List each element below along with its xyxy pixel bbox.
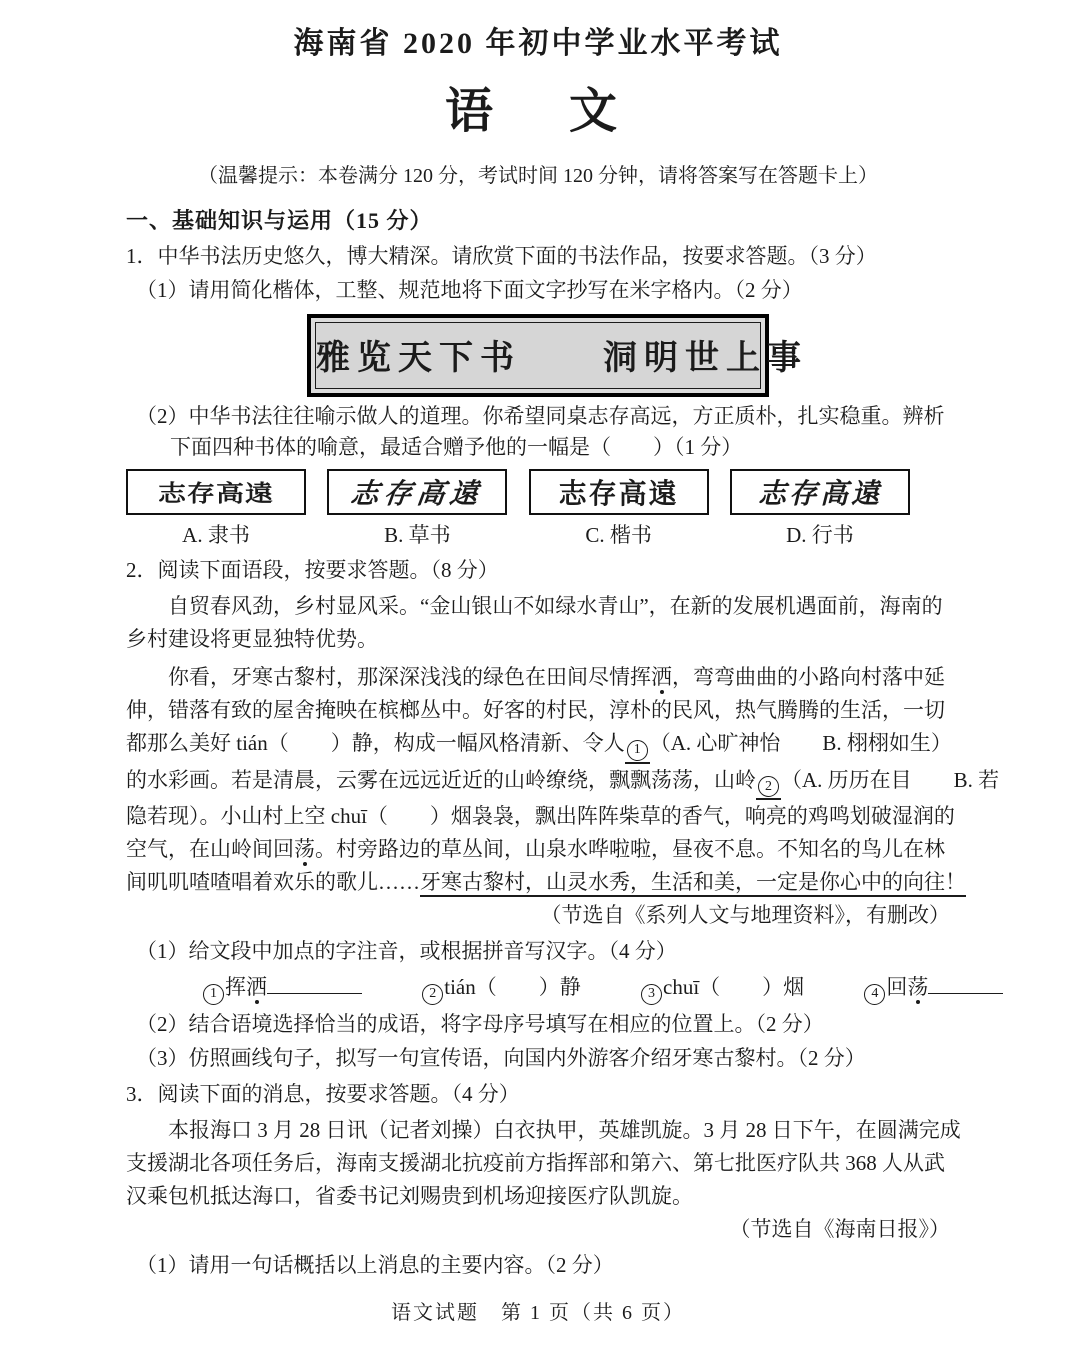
circled-number-2-icon: 2	[422, 984, 443, 1005]
pinyin-items-row	[126, 969, 950, 1005]
circled-number-2-icon: 2	[758, 776, 779, 797]
calligraphy-sample-lishu	[126, 469, 306, 515]
calligraphy-art: 志存高遠	[558, 479, 679, 510]
item-text: chuī（ ）烟	[663, 975, 805, 999]
script-options-row	[126, 469, 950, 549]
question-2-sub-1: （1）给文段中加点的字注音，或根据拼音写汉字。（4 分）	[136, 939, 677, 963]
passage-text: 都那么美好 tián（ ）静，构成一幅风格清新、令人	[126, 731, 625, 755]
passage-text: （A. 历历在目 B. 若	[781, 767, 1000, 792]
news-paragraph-line-2: 支援湖北各项任务后，海南支援湖北抗疫前方指挥部和第六、第七批医疗队共 368 人从武	[126, 1151, 945, 1175]
passage-paragraph-2-line-5: 隐若现）。小山村上空 chuī（ ）烟袅袅，飘出阵阵柴草的香气，响亮的鸡鸣划破湿润的	[126, 804, 955, 828]
page-footer: 语文试题 第 1 页（共 6 页）	[391, 1302, 685, 1324]
passage-text: 间叽叽喳喳唱着欢乐的歌儿……	[126, 870, 420, 894]
circled-number-3-icon: 3	[641, 984, 662, 1005]
passage-paragraph-2-line-4	[126, 764, 1000, 801]
script-option-c-label: C. 楷书	[585, 523, 652, 547]
script-option-a-label: A. 隶书	[182, 523, 250, 547]
passage-paragraph-2-line-7	[126, 866, 966, 899]
news-paragraph-line-3: 汉乘包机抵达海口，省委书记刘赐贵到机场迎接医疗队凯旋。	[126, 1184, 693, 1208]
script-option-b-label: B. 草书	[384, 523, 451, 547]
section-1-heading: 一、基础知识与运用（15 分）	[126, 208, 433, 233]
answer-blank	[928, 971, 1003, 994]
dotted-char: 洒	[246, 975, 267, 999]
pinyin-item-1	[202, 975, 362, 999]
question-3-stem: 3．阅读下面的消息，按要求答题。（4 分）	[126, 1082, 520, 1106]
calligraphy-art: 志存高遠	[757, 479, 882, 510]
item-text: 挥	[225, 975, 246, 999]
passage-paragraph-1-line-2: 乡村建设将更显独特优势。	[126, 627, 378, 651]
calligraphy-sample-kaishu	[529, 469, 709, 515]
passage-text: ，弯弯曲曲的小路向村落中延	[672, 665, 945, 689]
subject-title: 语 文	[444, 85, 631, 138]
calligraphy-art: 志存高遠	[349, 479, 485, 510]
script-option-c	[529, 469, 709, 549]
passage-paragraph-2-line-2: 伸，错落有致的屋舍掩映在槟榔丛中。好客的村民，淳朴的民风，热气腾腾的生活，一切	[126, 698, 945, 722]
script-option-a	[126, 469, 306, 549]
answer-blank	[267, 971, 362, 994]
item-text: 回	[886, 975, 908, 999]
passage-text: （A. 心旷神怡 B. 栩栩如生）	[649, 731, 952, 755]
pinyin-item-2	[421, 975, 581, 999]
passage-paragraph-2-line-6	[126, 833, 950, 866]
question-1-stem: 1．中华书法历史悠久，博大精深。请欣赏下面的书法作品，按要求答题。（3 分）	[126, 244, 877, 268]
calligraphy-sample-xingshu	[730, 469, 910, 515]
blank-choice-2	[756, 764, 781, 801]
question-2-sub-2: （2）结合语境选择恰当的成语，将字母序号填写在相应的位置上。（2 分）	[136, 1012, 824, 1036]
exam-title: 海南省 2020 年初中学业水平考试	[293, 27, 783, 60]
dotted-char: 荡	[907, 975, 929, 999]
calligraphy-sample-caoshu	[327, 469, 507, 515]
exam-notice: （温馨提示：本卷满分 120 分，考试时间 120 分钟，请将答案写在答题卡上）	[198, 165, 878, 187]
question-2-sub-3: （3）仿照画线句子，拟写一句宣传语，向国内外游客介绍牙寒古黎村。（2 分）	[136, 1046, 866, 1070]
passage-source-citation: （节选自《系列人文与地理资料》，有删改）	[540, 903, 950, 927]
circled-number-1-icon: 1	[203, 984, 224, 1005]
script-option-d	[730, 469, 910, 549]
calligraphy-banner-inner	[315, 322, 808, 389]
calligraphy-banner-text: 雅览天下书 洞明世上事	[316, 340, 808, 377]
dotted-char: 荡	[294, 837, 315, 861]
passage-paragraph-2-line-1	[126, 661, 950, 694]
pinyin-item-4	[863, 975, 1003, 999]
underlined-model-sentence: 牙寒古黎村，山灵水秀，生活和美，一定是你心中的向往！	[420, 870, 966, 897]
passage-text: 空气，在山岭间回	[126, 837, 294, 861]
circled-number-4-icon: 4	[864, 984, 885, 1005]
question-1-sub-2-line-1: （2）中华书法往往喻示做人的道理。你希望同桌志存高远，方正质朴，扎实稳重。辨析	[136, 404, 945, 428]
news-paragraph-line-1: 本报海口 3 月 28 日讯（记者刘操）白衣执甲，英雄凯旋。3 月 28 日下午，在圆满完成	[168, 1118, 961, 1142]
passage-text: 你看，牙寒古黎村，那深深浅浅的绿色在田间尽情挥	[168, 665, 651, 689]
question-1-sub-2-line-2: 下面四种书体的喻意，最适合赠予他的一幅是（ ）（1 分）	[170, 435, 743, 459]
news-source-citation: （节选自《海南日报》）	[729, 1217, 950, 1241]
dotted-char: 洒	[651, 665, 672, 689]
passage-paragraph-2-line-3	[126, 727, 950, 764]
question-2-stem: 2．阅读下面语段，按要求答题。（8 分）	[126, 558, 499, 582]
circled-number-1-icon: 1	[627, 740, 648, 761]
item-text: tián（ ）静	[444, 975, 581, 999]
passage-paragraph-1-line-1: 自贸春风劲，乡村显风采。“金山银山不如绿水青山”，在新的发展机遇面前，海南的	[168, 594, 943, 618]
passage-text: 的水彩画。若是清晨，云雾在远远近近的山岭缭绕，飘飘荡荡，山岭	[126, 767, 756, 792]
script-option-d-label: D. 行书	[786, 523, 854, 547]
question-1-sub-1: （1）请用简化楷体，工整、规范地将下面文字抄写在米字格内。（2 分）	[136, 278, 803, 302]
calligraphy-banner	[307, 314, 808, 397]
passage-text: 。村旁路边的草丛间，山泉水哗啦啦，昼夜不息。不知名的鸟儿在林	[315, 837, 945, 861]
pinyin-item-3	[640, 975, 804, 999]
blank-choice-1	[625, 727, 650, 764]
question-3-sub-1: （1）请用一句话概括以上消息的主要内容。（2 分）	[136, 1253, 614, 1277]
script-option-b	[327, 469, 507, 549]
calligraphy-art: 志存高遠	[157, 481, 274, 507]
